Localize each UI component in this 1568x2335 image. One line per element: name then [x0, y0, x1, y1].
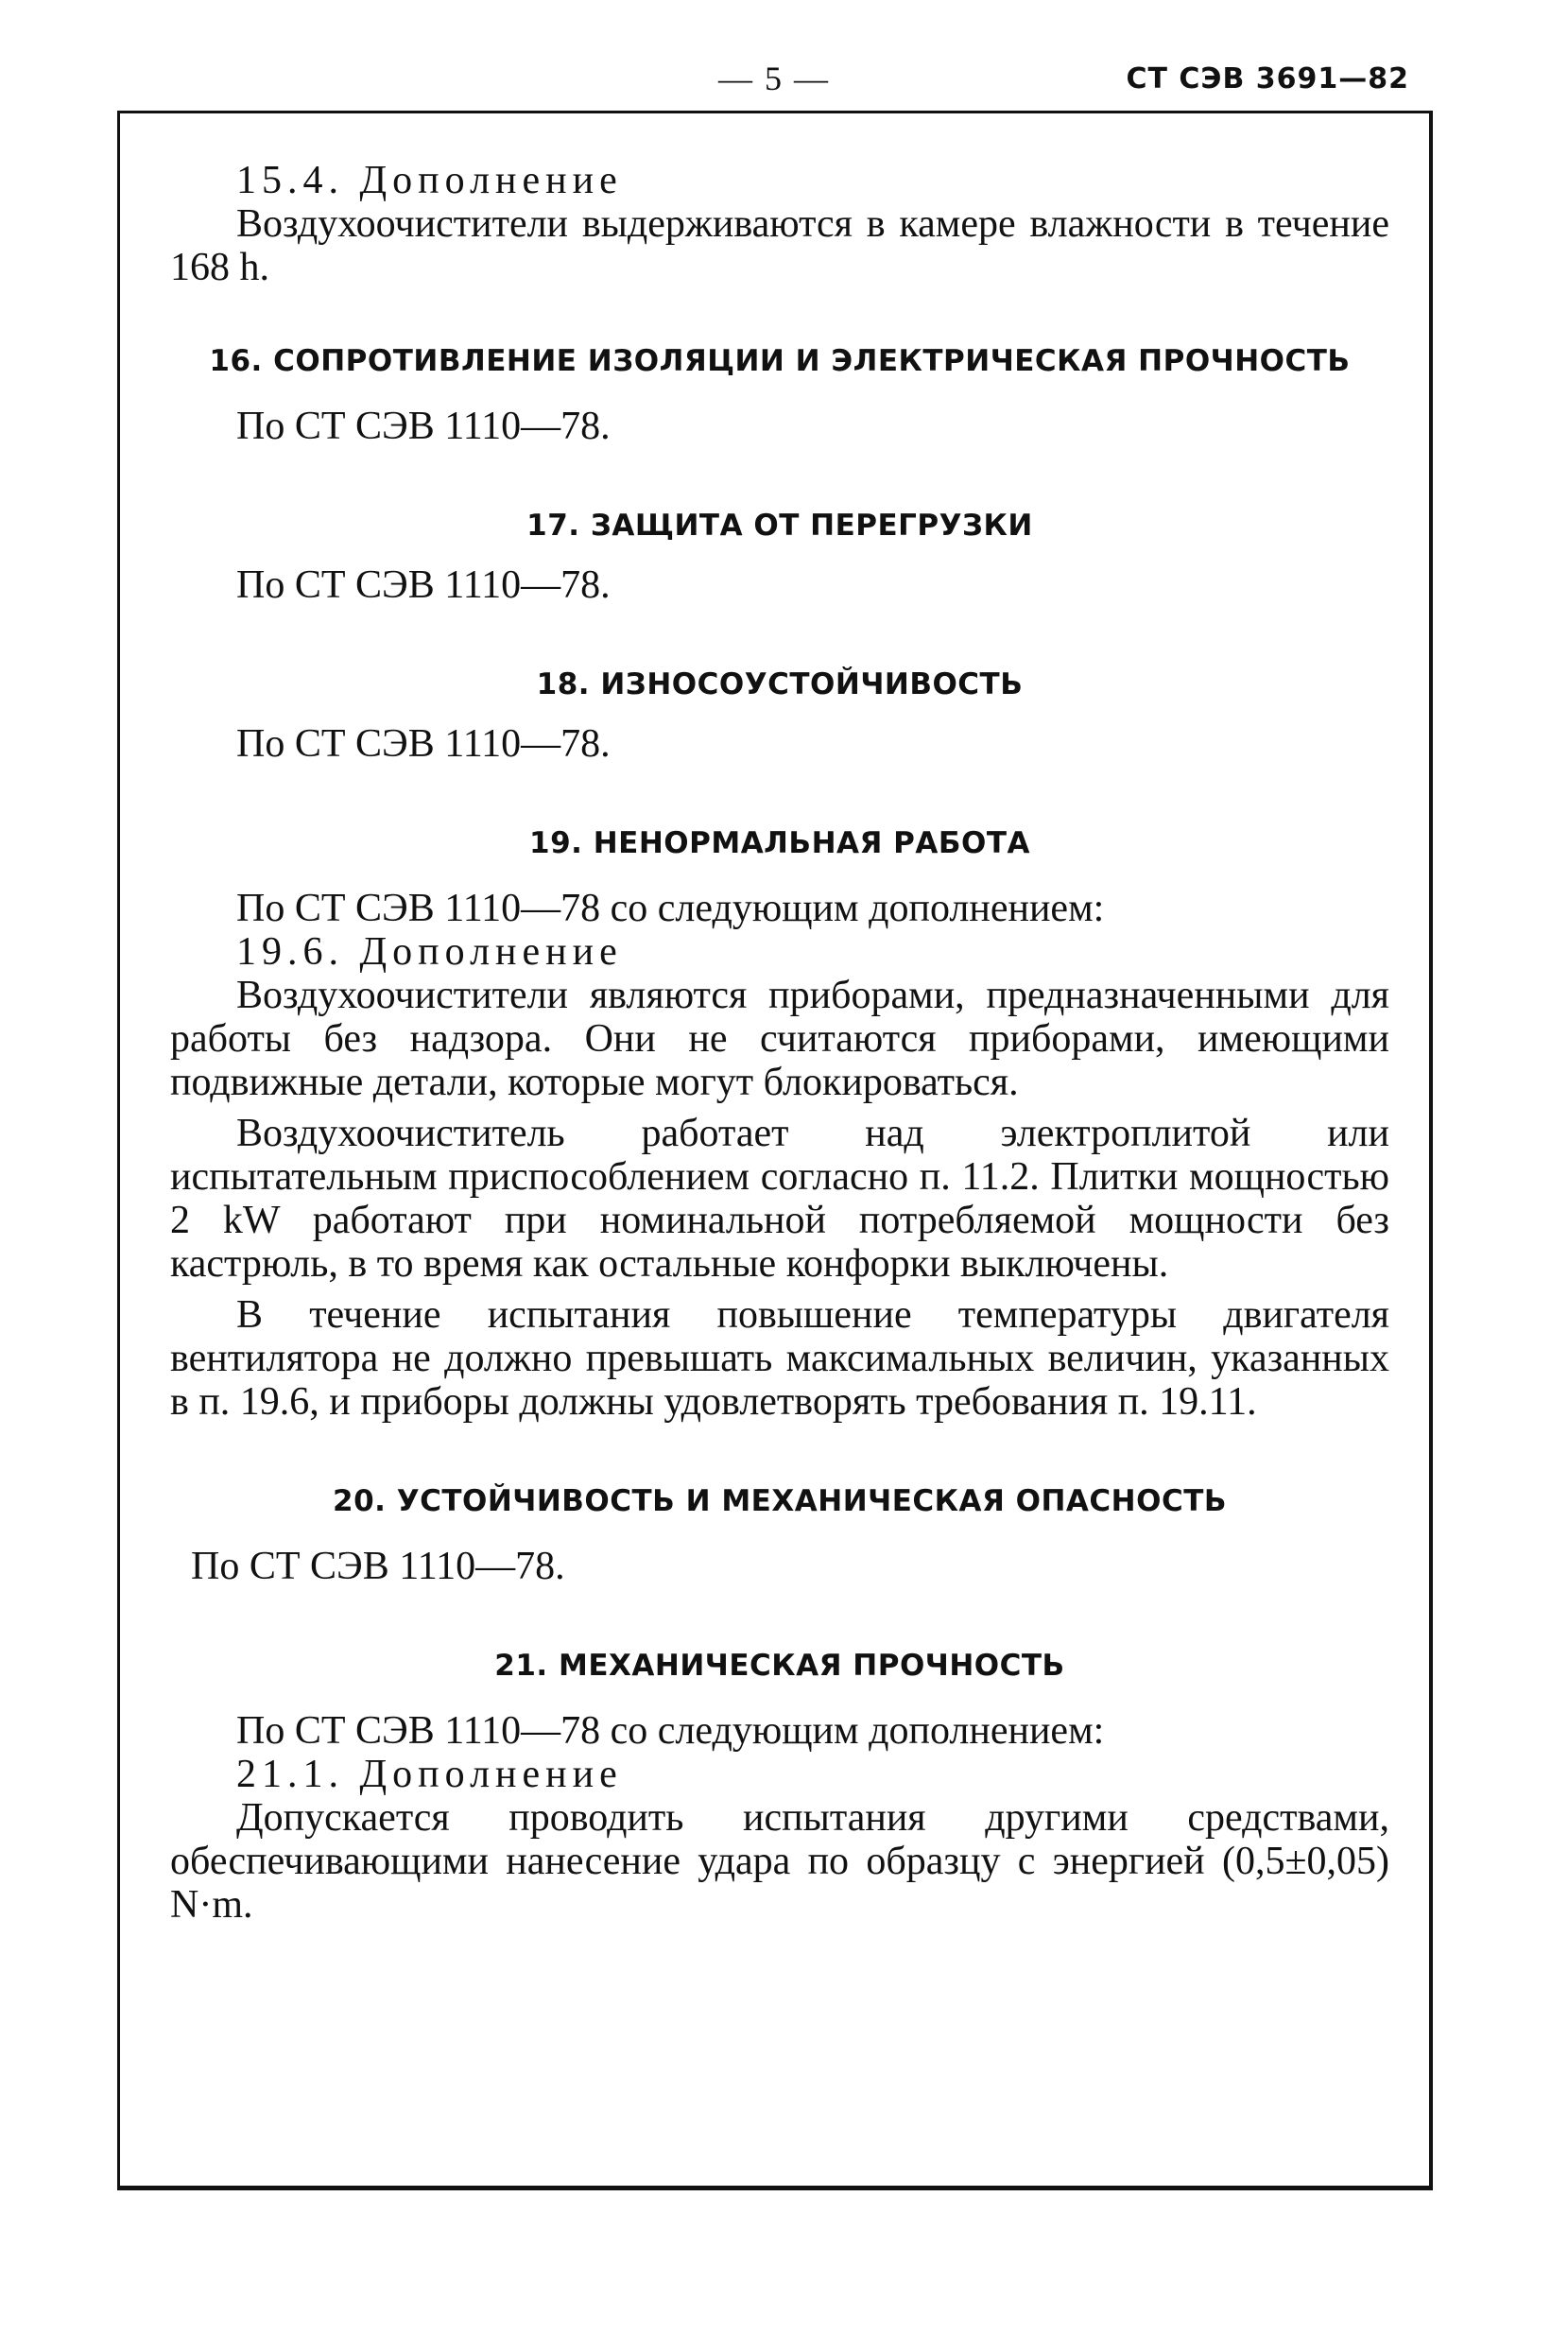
frame-left-rule [117, 111, 120, 2188]
subsection-19-6-paragraph-1: Воздухоочистители являются приборами, предназначенными для работы без надзора. Они не считаются приборами, имеющими подвижные детали, которые могут блокироваться. [170, 974, 1389, 1104]
section-21-heading: 21. МЕХАНИЧЕСКАЯ ПРОЧНОСТЬ [494, 1649, 1065, 1683]
section-18-text: По СТ СЭВ 1110—78. [236, 722, 611, 766]
subsection-19-6-title [236, 930, 1389, 974]
frame-bottom-rule [117, 2186, 1433, 2190]
section-16-heading: 16. СОПРОТИВЛЕНИЕ ИЗОЛЯЦИИ И ЭЛЕКТРИЧЕСКАЯ ПРОЧНОСТЬ [209, 344, 1351, 378]
document-body [170, 159, 1389, 1927]
section-19-heading: 19. НЕНОРМАЛЬНАЯ РАБОТА [529, 826, 1030, 860]
section-17-text: По СТ СЭВ 1110—78. [236, 563, 611, 607]
subsection-15-4-title-text: 15.4. Дополнение [236, 159, 623, 202]
section-21-text: По СТ СЭВ 1110—78 со следующим дополнением: [236, 1709, 1105, 1753]
section-18-heading: 18. ИЗНОСОУСТОЙЧИВОСТЬ [536, 667, 1024, 701]
page-number: — 5 — [718, 60, 830, 97]
frame-top-rule [117, 111, 1433, 113]
subsection-21-1-paragraph-1: Допускается проводить испытания другими средствами, обеспечивающими нанесение удара по образцу с энергией (0,5±0,05) N·m. [170, 1796, 1389, 1927]
section-16-text: По СТ СЭВ 1110—78. [236, 405, 611, 448]
subsection-21-1-title [236, 1753, 1389, 1796]
section-20-heading: 20. УСТОЙЧИВОСТЬ И МЕХАНИЧЕСКАЯ ОПАСНОСТЬ [333, 1484, 1227, 1518]
subsection-21-1-title-text: 21.1. Дополнение [236, 1753, 623, 1796]
subsection-15-4-text: Воздухоочистители выдерживаются в камере влажности в течение 168 h. [170, 202, 1389, 289]
section-19-text: По СТ СЭВ 1110—78 со следующим дополнением: [236, 887, 1105, 930]
subsection-19-6-paragraph-3: В течение испытания повышение температуры двигателя вентилятора не должно превышать максимальных величин, указанных в п. 19.6, и приборы должны удовлетворять требования п. 19.11. [170, 1293, 1389, 1424]
subsection-19-6-title-text: 19.6. Дополнение [236, 930, 623, 974]
standard-code: СТ СЭВ 3691—82 [1126, 62, 1409, 95]
section-17-heading: 17. ЗАЩИТА ОТ ПЕРЕГРУЗКИ [526, 509, 1033, 543]
section-20-text: По СТ СЭВ 1110—78. [191, 1545, 565, 1588]
subsection-19-6-paragraph-2: Воздухоочиститель работает над электроплитой или испытательным приспособлением согласно п. 11.2. Плитки мощностью 2 kW работают при номинальной потребляемой мощности без кастрюль, в то время как остальные конфорки выключены. [170, 1112, 1389, 1286]
frame-right-rule [1429, 111, 1433, 2188]
page-header [0, 59, 1568, 106]
subsection-15-4-title [236, 159, 1389, 202]
